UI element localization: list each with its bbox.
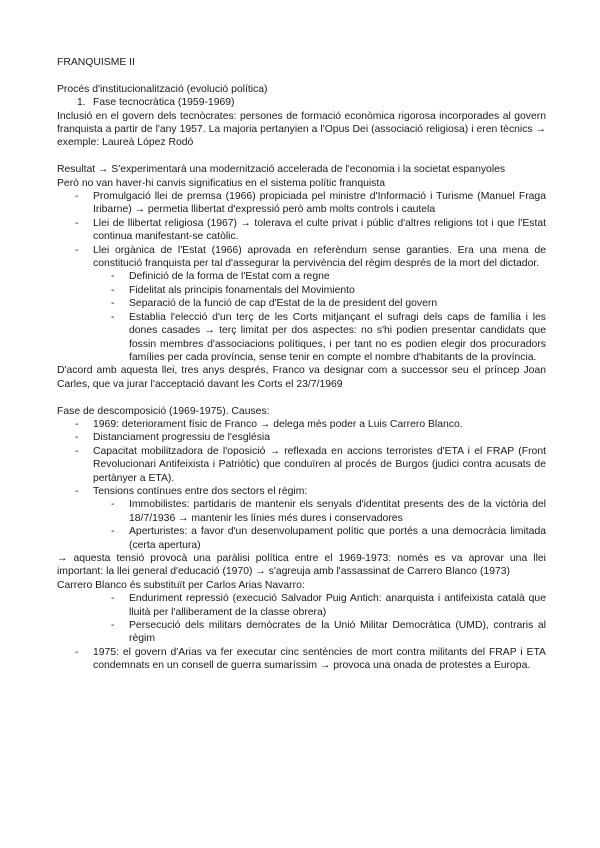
sub-list-item-text: Aperturistes: a favor d'un desenvolupament polític que portés a una democràcia limitada (certa apertura) bbox=[129, 526, 546, 551]
sub-list-item bbox=[57, 525, 546, 552]
section-heading-institutionalization: Procés d'institucionalització (evolució política) bbox=[57, 83, 268, 95]
dash-bullet: - bbox=[111, 284, 115, 296]
state-law-sublist bbox=[57, 270, 546, 364]
list-item bbox=[57, 418, 546, 431]
dash-bullet: - bbox=[111, 271, 115, 283]
dash-bullet: - bbox=[75, 485, 79, 497]
sub-list-item-text: Establia l'elecció d'un terç de les Corts mitjançant el sufragi dels caps de família i les dones casades → terç limitat per dos aspectes: no s'hi podien presentar candidats que fossin membres d'associacions polítiques, i per tant no es podien elegir dos procuradors famílies per cada província, sense tenir en compte el nombre d'habitants de la província. bbox=[129, 311, 546, 363]
technocrats-paragraph: Inclusió en el govern dels tecnòcrates: persones de formació econòmica rigorosa incorporades al govern franquista a partir de l'any 1957. La majoria pertanyien a l'Opus Dei (associació religiosa) i eren tècnics → exemple: Laureà López Rodó bbox=[57, 110, 546, 149]
dash-bullet: - bbox=[111, 499, 115, 511]
phase-list bbox=[57, 96, 546, 109]
succession-paragraph: D'acord amb aquesta llei, tres anys després, Franco va designar com a successor seu el príncep Joan Carles, que va jurar l'acceptació davant les Corts el 23/7/1969 bbox=[57, 365, 546, 390]
list-item bbox=[57, 217, 546, 244]
sub-list-item bbox=[57, 592, 546, 619]
result-line: Resultat → S'experimentarà una modernització accelerada de l'economia i la societat espanyoles bbox=[57, 164, 506, 176]
document-title: FRANQUISME II bbox=[57, 57, 135, 68]
list-item-text: Tensions contínues entre dos sectors el règim: bbox=[93, 485, 308, 497]
list-item-text: 1975: el govern d'Arias va fer executar cinc sentències de mort contra militants del FRAP i ETA condemnats en un consell de guerra sumaríssim → provoca una onada de protestes a Europa. bbox=[93, 646, 546, 672]
dash-bullet: - bbox=[75, 432, 79, 444]
phase-number: 1. bbox=[77, 97, 86, 109]
sub-list-item bbox=[57, 284, 546, 297]
dash-bullet: - bbox=[75, 445, 79, 457]
list-item bbox=[57, 445, 546, 485]
list-item bbox=[57, 244, 546, 271]
list-item-text: Promulgació llei de premsa (1966) propiciada pel ministre d'Informació i Turisme (Manuel Fraga Iribarne) → permetia llibertat d'expressió però amb molts controls i cautela bbox=[93, 191, 546, 216]
paralysis-paragraph: → aquesta tensió provocà una paràlisi política entre el 1969-1973: només es va aprovar una llei important: la llei general d'educació (1970) → s'agreuja amb l'assassinat de Carrero Blanco (1973) bbox=[57, 552, 546, 578]
list-item bbox=[57, 190, 546, 217]
sub-list-item-text: Fidelitat als principis fonamentals del Movimiento bbox=[129, 284, 355, 296]
dash-bullet: - bbox=[111, 526, 115, 538]
tensions-sublist bbox=[57, 498, 546, 552]
causes-list bbox=[57, 418, 546, 498]
list-item bbox=[57, 646, 546, 673]
sub-list-item bbox=[57, 498, 546, 525]
list-item-text: Llei de llibertat religiosa (1967) → tolerava el culte privat i públic d'altres religions tot i que l'Estat continua manifestant-se catòlic. bbox=[93, 217, 546, 243]
list-item-text: Distanciament progressiu de l'església bbox=[93, 432, 270, 444]
sub-list-item-text: Definició de la forma de l'Estat com a regne bbox=[129, 271, 330, 283]
list-item-text: 1969: deteriorament físic de Franco → delega més poder a Luis Carrero Blanco. bbox=[93, 418, 463, 430]
list-item bbox=[57, 431, 546, 444]
sub-list-item-text: Enduriment repressió (execució Salvador Puig Antich: anarquista i antifeixista català que lluità per l'alliberament de la classe obrera) bbox=[129, 593, 546, 618]
sub-list-item bbox=[57, 297, 546, 310]
sub-list-item-text: Separació de la funció de cap d'Estat de la de president del govern bbox=[129, 298, 438, 310]
sub-list-item bbox=[57, 619, 546, 646]
section-heading-decomposition: Fase de descomposició (1969-1975). Causes: bbox=[57, 405, 270, 417]
dash-bullet: - bbox=[111, 311, 115, 323]
laws-list bbox=[57, 190, 546, 270]
dash-bullet: - bbox=[75, 244, 79, 256]
dash-bullet: - bbox=[75, 646, 79, 658]
dash-bullet: - bbox=[111, 593, 115, 605]
phase-item bbox=[57, 96, 546, 109]
sub-list-item-text: Persecució dels militars demòcrates de la Unió Militar Democràtica (UMD), contraris al règim bbox=[129, 620, 546, 645]
dash-bullet: - bbox=[75, 418, 79, 430]
sub-list-item bbox=[57, 311, 546, 365]
sub-list-item-text: Immobilistes: partidaris de mantenir els senyals d'identitat presents des de la victòria del 18/7/1936 → mantenir les línies més dures i conservadores bbox=[129, 499, 546, 524]
dash-bullet: - bbox=[111, 298, 115, 310]
dash-bullet: - bbox=[111, 620, 115, 632]
carrero-substitution-line: Carrero Blanco és substituït per Carlos Arias Navarro: bbox=[57, 579, 305, 591]
arias-sublist bbox=[57, 592, 546, 646]
phase-label: Fase tecnocràtica (1959-1969) bbox=[93, 97, 235, 109]
dash-bullet: - bbox=[75, 217, 79, 229]
sub-list-item bbox=[57, 270, 546, 283]
dash-bullet: - bbox=[75, 191, 79, 203]
list-item bbox=[57, 485, 546, 498]
final-list bbox=[57, 646, 546, 673]
no-changes-line: Però no van haver-hi canvis significatius en el sistema polític franquista bbox=[57, 177, 386, 189]
list-item-text: Capacitat mobilitzadora de l'oposició → reflexada en accions terroristes d'ETA i el FRAP (Front Revolucionari Antifeixista i Patriòtic) que conduïren al procés de Burgos (judici contra acusats de pertànyer a ETA). bbox=[93, 445, 546, 484]
list-item-text: Llei orgànica de l'Estat (1966) aprovada en referèndum sense garanties. Era una mena de constitució franquista per tal d'assegurar la pervivència del règim després de la mort del dictador. bbox=[93, 244, 546, 270]
